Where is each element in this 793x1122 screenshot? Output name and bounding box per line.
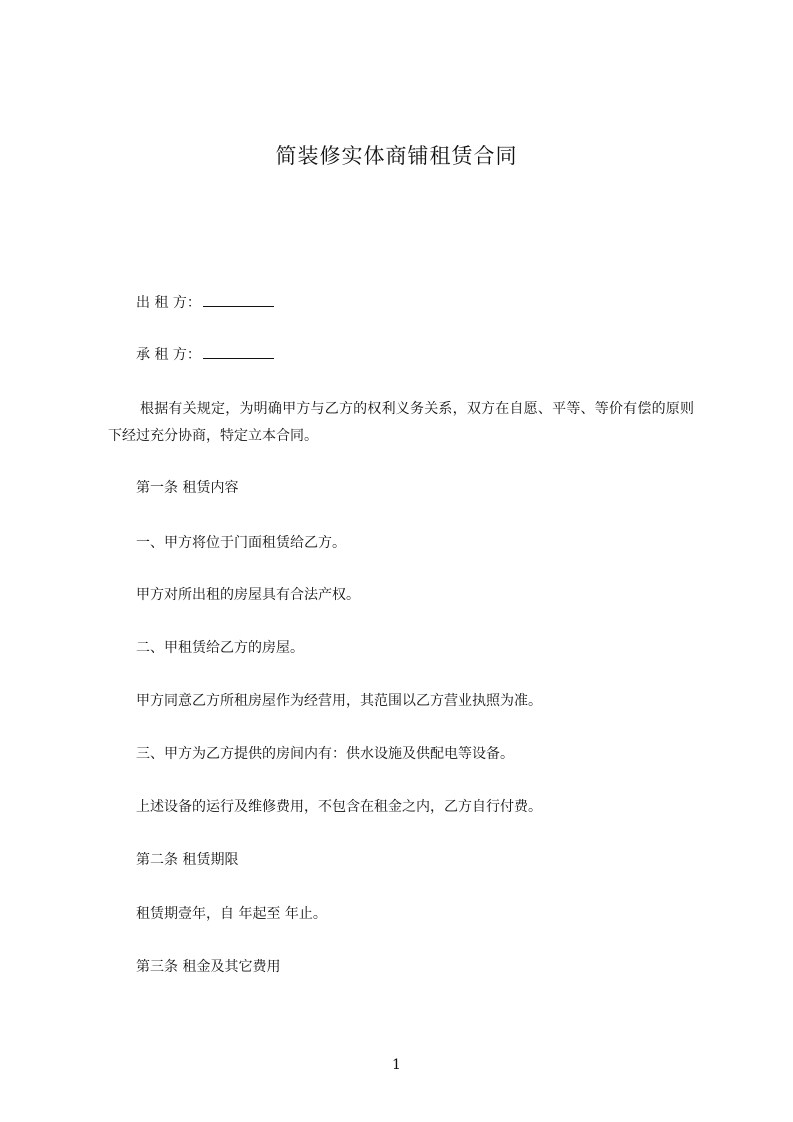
lessee-blank bbox=[203, 343, 274, 359]
lessor-blank bbox=[203, 291, 274, 307]
lessor-label: 出 租 方： bbox=[136, 295, 201, 311]
article-3-heading: 第三条 租金及其它费用 bbox=[136, 959, 281, 975]
article-2-heading: 第二条 租赁期限 bbox=[136, 852, 239, 868]
lessee-label: 承 租 方： bbox=[136, 347, 201, 363]
article-1-heading: 第一条 租赁内容 bbox=[136, 480, 239, 496]
clause-1-2-note: 甲方同意乙方所租房屋作为经营用，其范围以乙方营业执照为准。 bbox=[136, 693, 542, 709]
clause-1-2: 二、甲租赁给乙方的房屋。 bbox=[136, 640, 304, 656]
clause-2-1: 租赁期壹年，自 年起至 年止。 bbox=[136, 906, 327, 922]
lessor-line bbox=[136, 291, 274, 313]
page-number: 1 bbox=[392, 1057, 401, 1073]
lessee-line bbox=[136, 343, 274, 365]
clause-1-3: 三、甲方为乙方提供的房间内有：供水设施及供配电等设备。 bbox=[136, 746, 514, 762]
preamble-paragraph: 根据有关规定，为明确甲方与乙方的权利义务关系，双方在自愿、平等、等价有偿的原则下经过充分协商，特定立本合同。 bbox=[108, 401, 694, 444]
clause-1-3-note: 上述设备的运行及维修费用，不包含在租金之内，乙方自行付费。 bbox=[136, 799, 542, 815]
document-title: 简装修实体商铺租赁合同 bbox=[275, 144, 518, 168]
clause-1-1: 一、甲方将位于门面租赁给乙方。 bbox=[136, 535, 346, 551]
clause-1-1-note: 甲方对所出租的房屋具有合法产权。 bbox=[136, 587, 360, 603]
